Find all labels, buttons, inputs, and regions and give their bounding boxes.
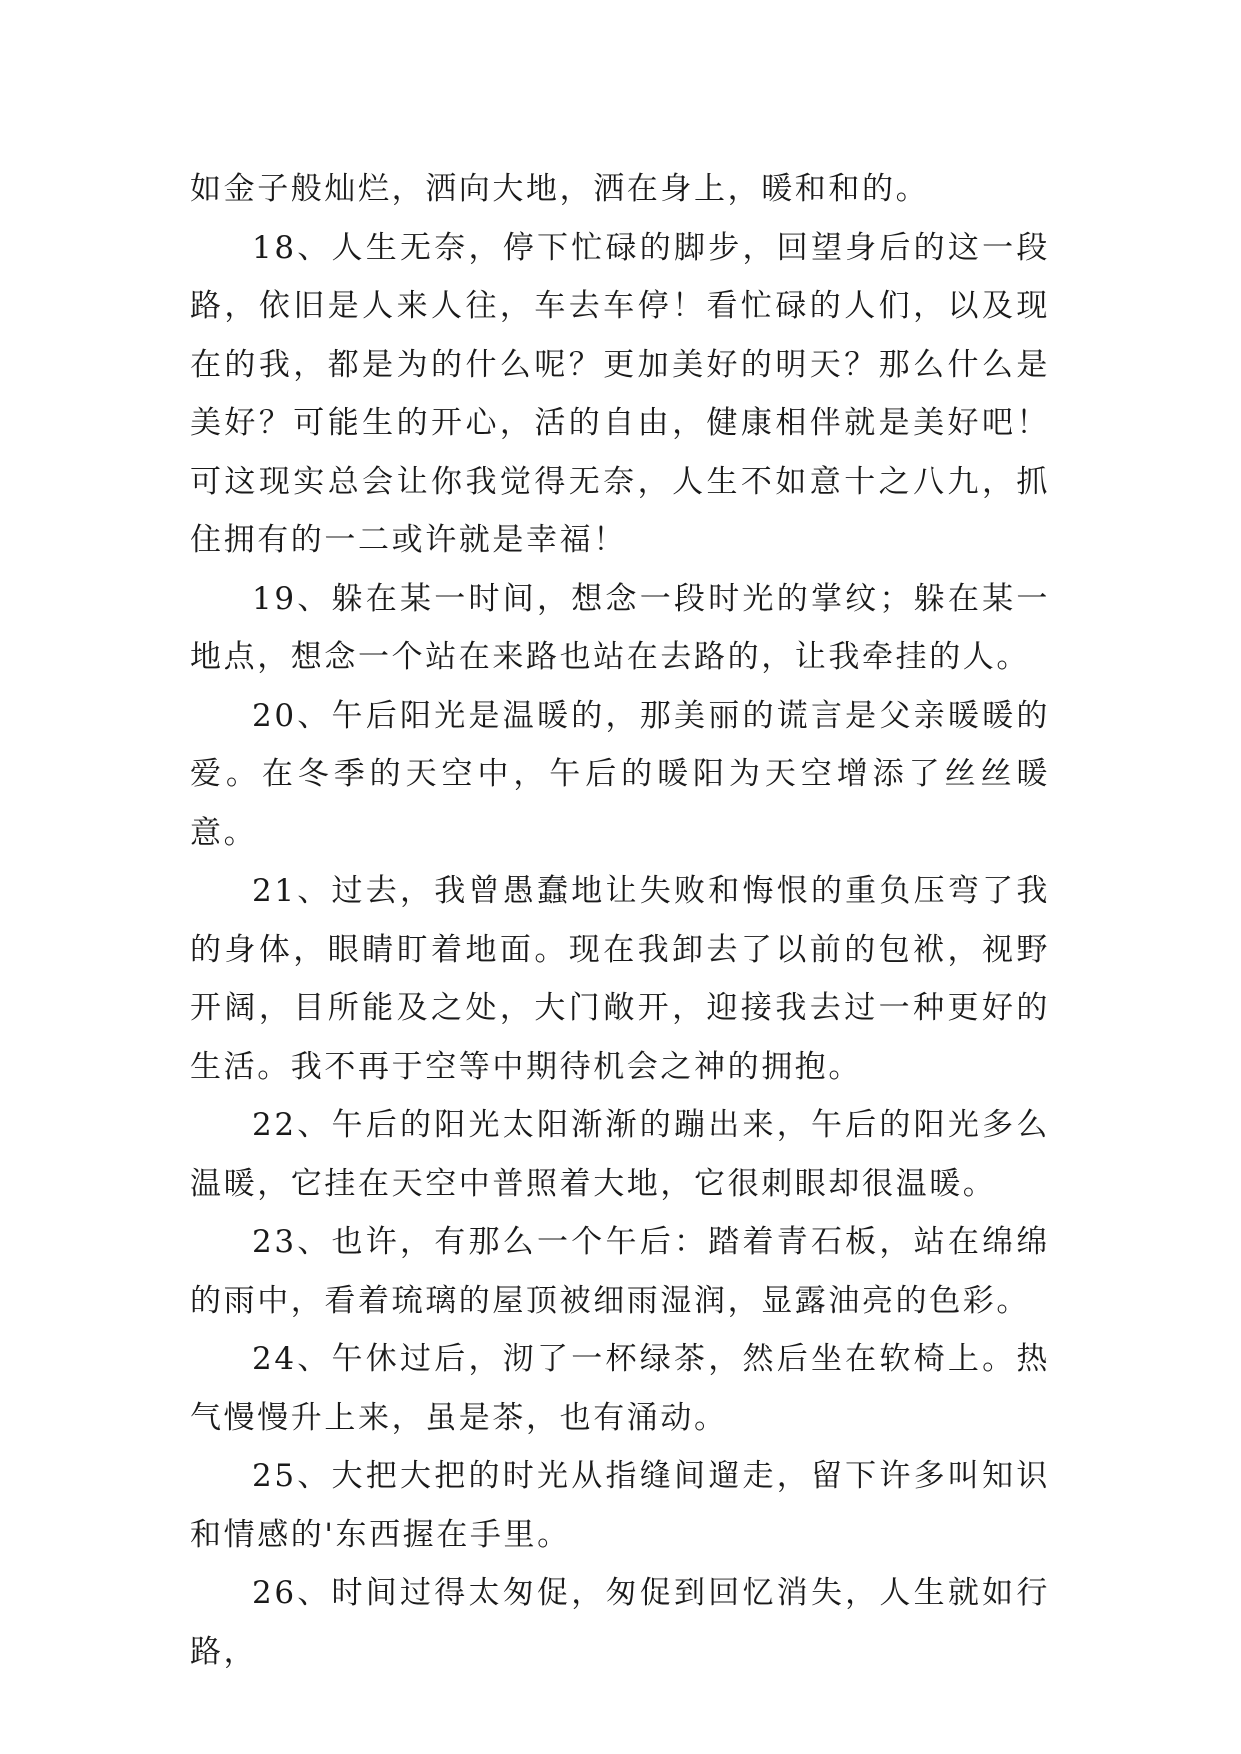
document-body (190, 160, 1050, 1681)
paragraph-item-26: 26、时间过得太匆促，匆促到回忆消失，人生就如行路， (190, 1575, 1050, 1670)
paragraph-item-23: 23、也许，有那么一个午后：踏着青石板，站在绵绵的雨中，看着琉璃的屋顶被细雨湿润，显露油亮的色彩。 (190, 1224, 1050, 1319)
paragraph-item-18: 18、人生无奈，停下忙碌的脚步，回望身后的这一段路，依旧是人来人往，车去车停！看忙碌的人们，以及现在的我，都是为的什么呢？更加美好的明天？那么什么是美好？可能生的开心，活的自由，健康相伴就是美好吧！可这现实总会让你我觉得无奈，人生不如意十之八九，抓住拥有的一二或许就是幸福！ (190, 229, 1050, 558)
paragraph-item-19: 19、躲在某一时间，想念一段时光的掌纹；躲在某一地点，想念一个站在来路也站在去路的，让我牵挂的人。 (190, 580, 1050, 675)
paragraph-item-25: 25、大把大把的时光从指缝间遛走，留下许多叫知识和情感的'东西握在手里。 (190, 1458, 1050, 1553)
paragraph-item-24: 24、午休过后，沏了一杯绿茶，然后坐在软椅上。热气慢慢升上来，虽是茶，也有涌动。 (190, 1341, 1050, 1436)
paragraph-item-21: 21、过去，我曾愚蠢地让失败和悔恨的重负压弯了我的身体，眼睛盯着地面。现在我卸去了以前的包袱，视野开阔，目所能及之处，大门敞开，迎接我去过一种更好的生活。我不再于空等中期待机会之神的拥抱。 (190, 873, 1050, 1085)
paragraph-item-22: 22、午后的阳光太阳渐渐的蹦出来，午后的阳光多么温暖，它挂在天空中普照着大地，它很刺眼却很温暖。 (190, 1107, 1050, 1202)
paragraph-item-20: 20、午后阳光是温暖的，那美丽的谎言是父亲暖暖的爱。在冬季的天空中，午后的暖阳为天空增添了丝丝暖意。 (190, 697, 1050, 851)
paragraph-continuation: 如金子般灿烂，洒向大地，洒在身上，暖和和的。 (190, 171, 930, 207)
